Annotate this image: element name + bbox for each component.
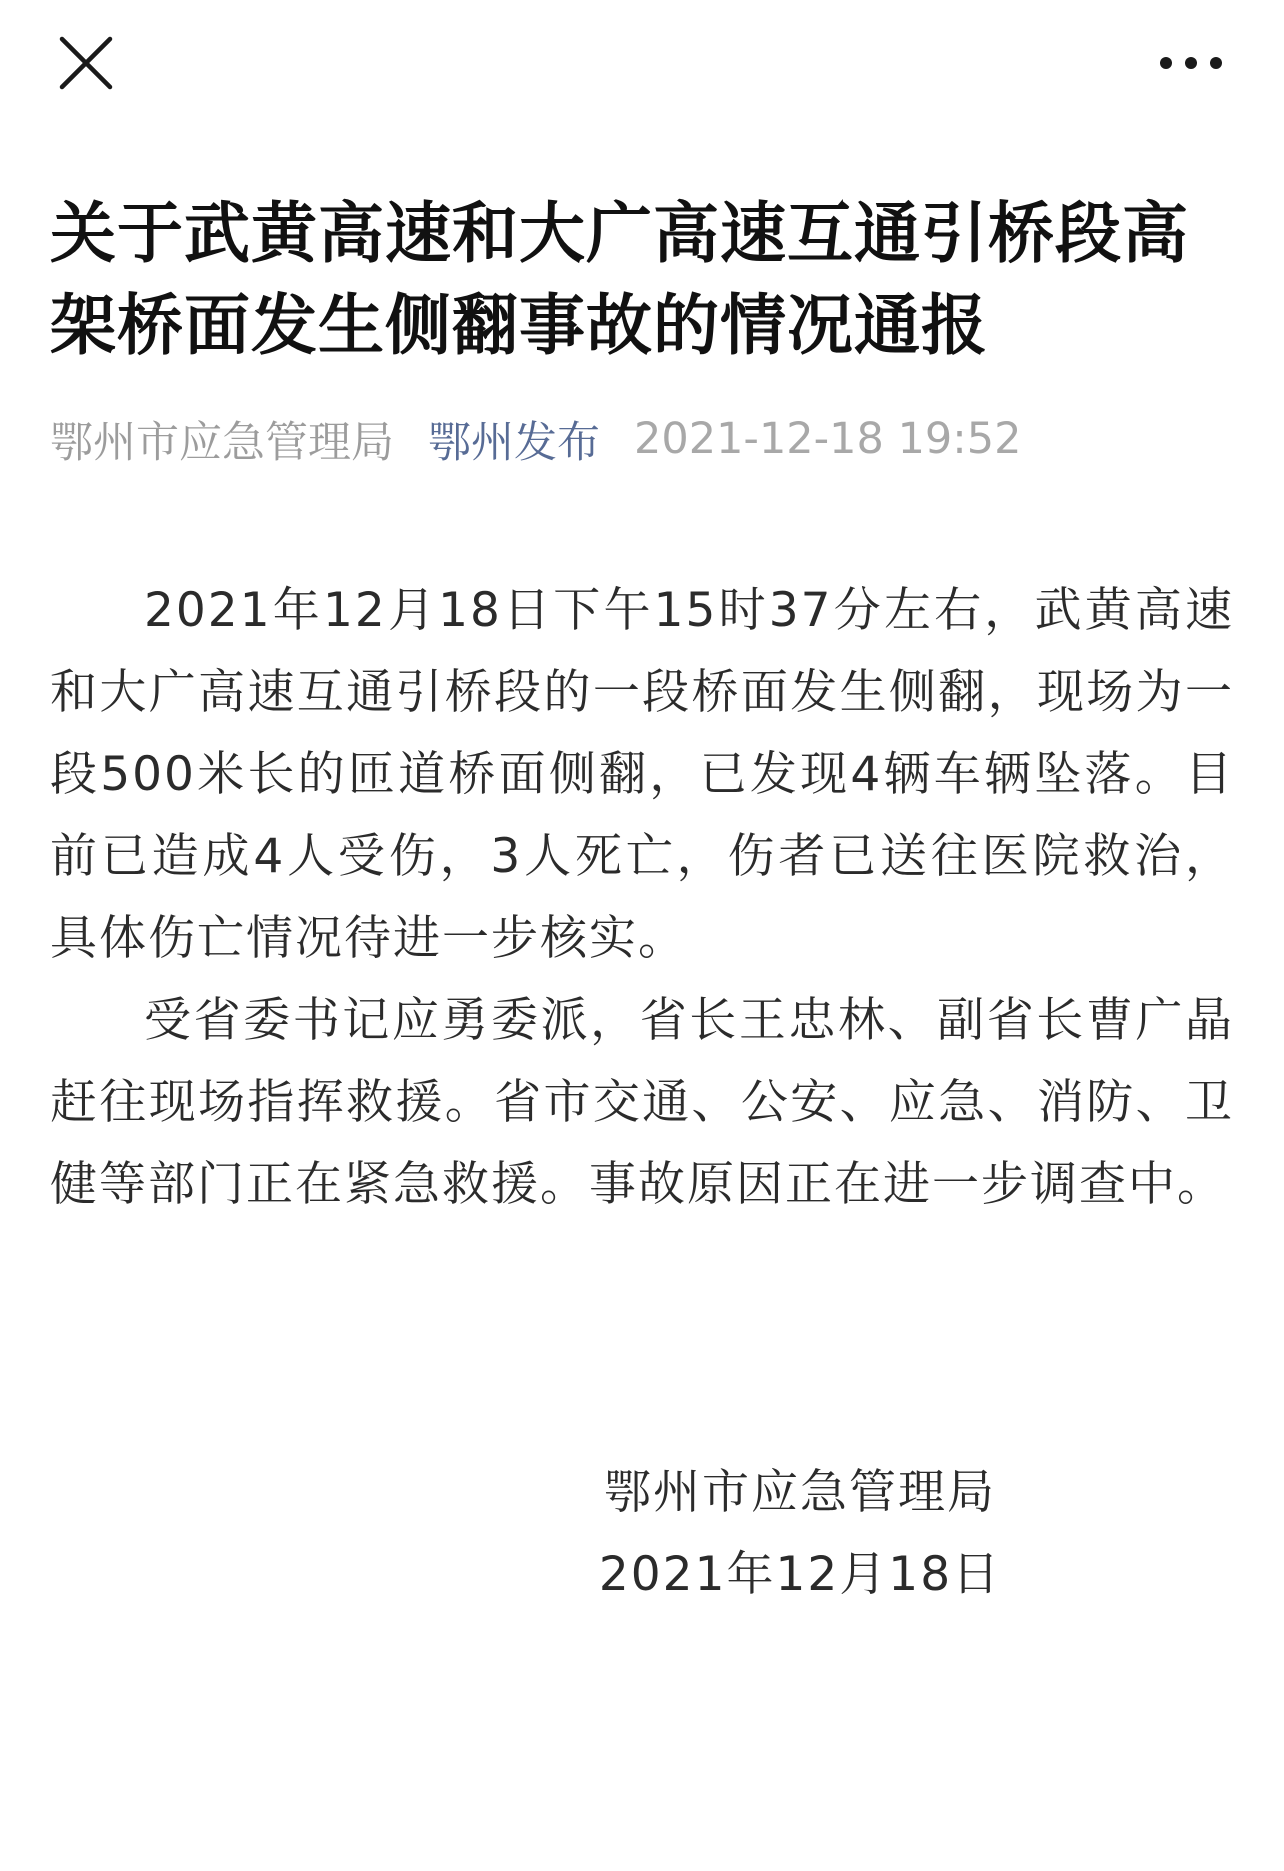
signature-org: 鄂州市应急管理局 (604, 1465, 996, 1520)
signature-date: 2021年12月18日 (598, 1547, 1002, 1602)
publish-time: 2021-12-18 19:52 (634, 414, 1022, 464)
close-button[interactable] (56, 33, 116, 93)
article-paragraph: 受省委书记应勇委派，省长王忠林、副省长曹广晶赶往现场指挥救援。省市交通、公安、应急、消防、卫健等部门正在紧急救援。事故原因正在进一步调查中。 (50, 993, 1234, 1212)
more-horizontal-icon (1156, 45, 1226, 81)
article-meta (50, 411, 1021, 467)
account-name-link[interactable]: 鄂州发布 (428, 417, 600, 468)
article-body (50, 570, 1234, 1226)
top-bar (0, 0, 1284, 130)
more-options-button[interactable] (1156, 45, 1226, 81)
article-signature (560, 1452, 1040, 1616)
article-author: 鄂州市应急管理局 (50, 417, 394, 468)
article-paragraph: 2021年12月18日下午15时37分左右，武黄高速和大广高速互通引桥段的一段桥面发生侧翻，现场为一段500米长的匝道桥面侧翻，已发现4辆车辆坠落。目前已造成4人受伤，3人死亡，伤者已送往医院救治，具体伤亡情况待进一步核实。 (50, 583, 1234, 966)
close-icon (56, 33, 116, 93)
article-title: 关于武黄高速和大广高速互通引桥段高架桥面发生侧翻事故的情况通报 (50, 195, 1189, 364)
